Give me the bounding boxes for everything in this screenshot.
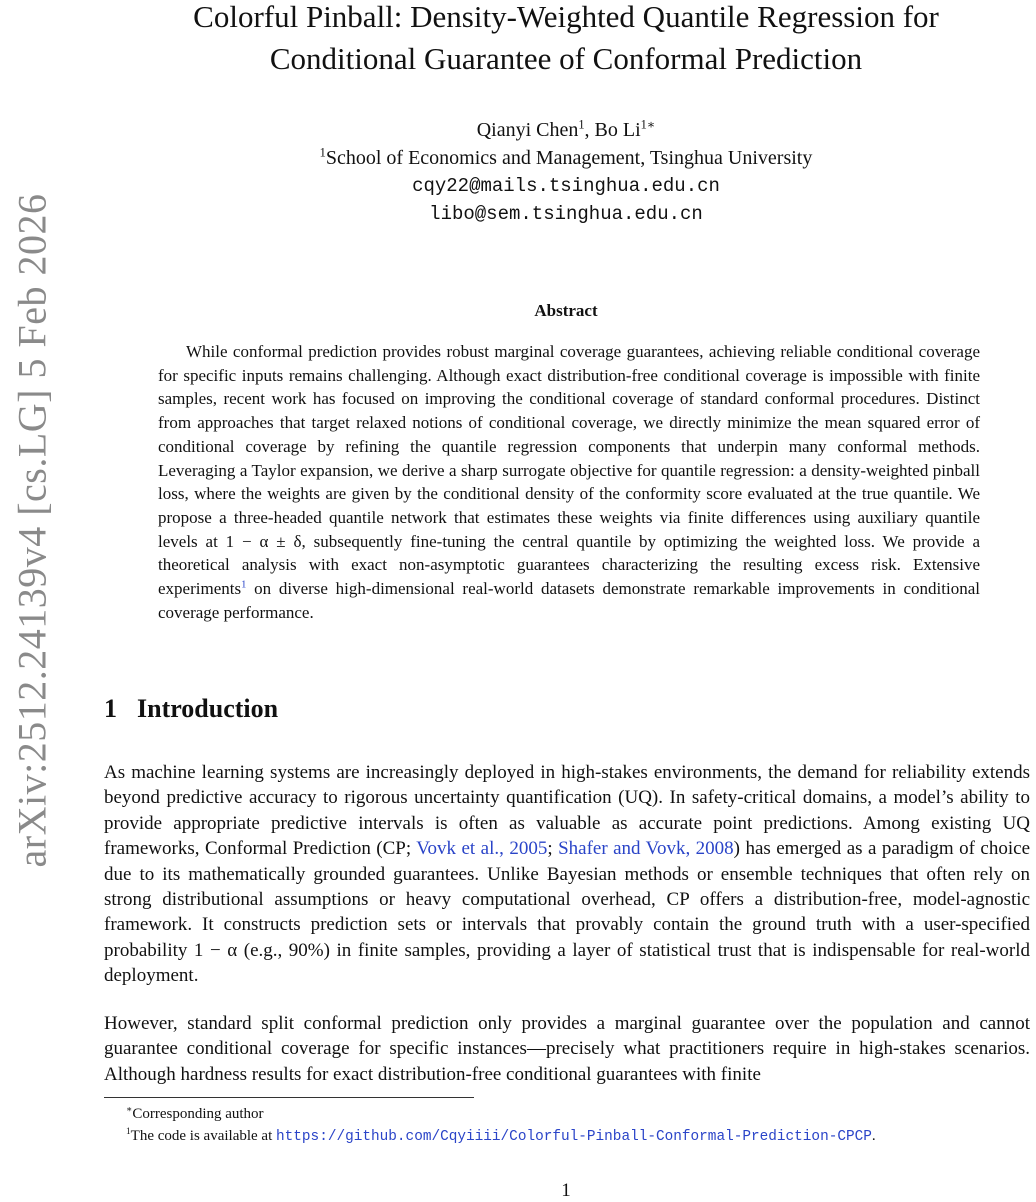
title-line-2: Conditional Guarantee of Conformal Prediction [269, 41, 863, 76]
footnote-1-text: Corresponding author [132, 1106, 264, 1122]
abstract-text [158, 340, 980, 624]
author-2-name: Bo Li [594, 119, 641, 141]
author-1-affiliation-mark: 1 [578, 117, 585, 132]
author-1-email: cqy22@mails.tsinghua.edu.cn [412, 175, 720, 197]
code-repository-link[interactable]: https://github.com/Cqyiiii/Colorful-Pinball-Conformal-Prediction-CPCP [276, 1129, 872, 1145]
author-names [100, 116, 1032, 144]
footnotes [126, 1103, 1036, 1148]
abstract-heading: Abstract [534, 301, 598, 320]
section-number: 1 [104, 694, 117, 723]
abstract-body-end: on diverse high-dimensional real-world datasets demonstrate remarkable improvements in conditional coverage performance. [158, 579, 980, 622]
intro-paragraph-1 [104, 760, 1030, 989]
footnote-2-end: . [871, 1128, 876, 1144]
intro-paragraph-2: However, standard split conformal prediction only provides a marginal guarantee over the population and cannot guarantee conditional coverage for specific instances—precisely what practitioners require in high-stakes scenarios. Although hardness results for exact distribution-free conditional guarantees with finite [104, 1013, 1030, 1085]
author-block [100, 116, 1032, 228]
affiliation-mark: 1 [319, 145, 326, 160]
author-separator: , [584, 119, 595, 141]
author-2-affiliation-mark: 1∗ [640, 117, 656, 132]
author-1-name: Qianyi Chen [476, 119, 579, 141]
arxiv-identifier-stamp [4, 190, 60, 870]
affiliation-text: School of Economics and Management, Tsinghua University [325, 147, 813, 169]
footnote-divider [104, 1097, 474, 1098]
page-number: 1 [561, 1180, 571, 1201]
footnote-mark-star: ∗ [126, 1105, 133, 1115]
section-title: Introduction [137, 694, 279, 723]
abstract-body: While conformal prediction provides robust marginal coverage guarantees, achieving reliable conditional coverage for specific inputs remains challenging. Although exact distribution-free conditional coverage is impossible with finite samples, recent work has focused on improving the conditional coverage of standard conformal procedures. Distinct from approaches that target relaxed notions of conditional coverage, we directly minimize the mean squared error of conditional coverage by refining the quantile regression components that underpin many conformal methods. Leveraging a Taylor expansion, we derive a sharp surrogate objective for quantile regression: a density-weighted pinball loss, where the weights are given by the conditional density of the conformity score evaluated at the true quantile. We propose a three-headed quantile network that estimates these weights via finite differences using auxiliary quantile levels at 1 − α ± δ, subsequently fine-tuning the central quantile by optimizing the weighted loss. We provide a theoretical analysis with exact non-asymptotic guarantees characterizing the resulting excess risk. Extensive experiments [158, 342, 980, 599]
section-heading-introduction [104, 692, 278, 726]
citation-link-vovk-2005[interactable]: Vovk et al., 2005 [416, 838, 548, 860]
footnote-corresponding-author [126, 1103, 1036, 1125]
footnote-1-link[interactable]: 1 [241, 579, 247, 591]
arxiv-identifier-text: arXiv:2512.24139v4 [cs.LG] 5 Feb 2026 [9, 193, 55, 867]
footnote-mark-1: 1 [126, 1127, 131, 1137]
author-2-email: libo@sem.tsinghua.edu.cn [429, 203, 703, 225]
affiliation [100, 144, 1032, 172]
intro-p1-text-b: ; [547, 838, 559, 860]
footnote-2-text: The code is available at [130, 1128, 277, 1144]
citation-link-shafer-vovk-2008[interactable]: Shafer and Vovk, 2008 [558, 838, 734, 860]
title-line-1: Colorful Pinball: Density-Weighted Quantile Regression for [193, 0, 939, 34]
intro-p1-text-a: As machine learning systems are increasingly deployed in high-stakes environments, the demand for reliability extends beyond predictive accuracy to rigorous uncertainty quantification (UQ). In safety-critical domains, a model’s ability to provide appropriate predictive intervals is often as valuable as accurate point predictions. Among existing UQ frameworks, Conformal Prediction (CP; [104, 762, 1030, 860]
footnote-code-availability [126, 1125, 1036, 1148]
intro-p1-text-c: ) has emerged as a paradigm of choice due to its mathematically grounded guarantees. Unlike Bayesian methods or ensemble techniques that often rely on strong distributional assumptions or heavy computational overhead, CP offers a distribution-free, model-agnostic framework. It constructs prediction sets or intervals that provably contain the ground truth with a user-specified probability 1 − α (e.g., 90%) in finite samples, providing a layer of statistical trust that is indispensable for real-world deployment. [104, 838, 1030, 987]
paper-title [100, 0, 1032, 80]
